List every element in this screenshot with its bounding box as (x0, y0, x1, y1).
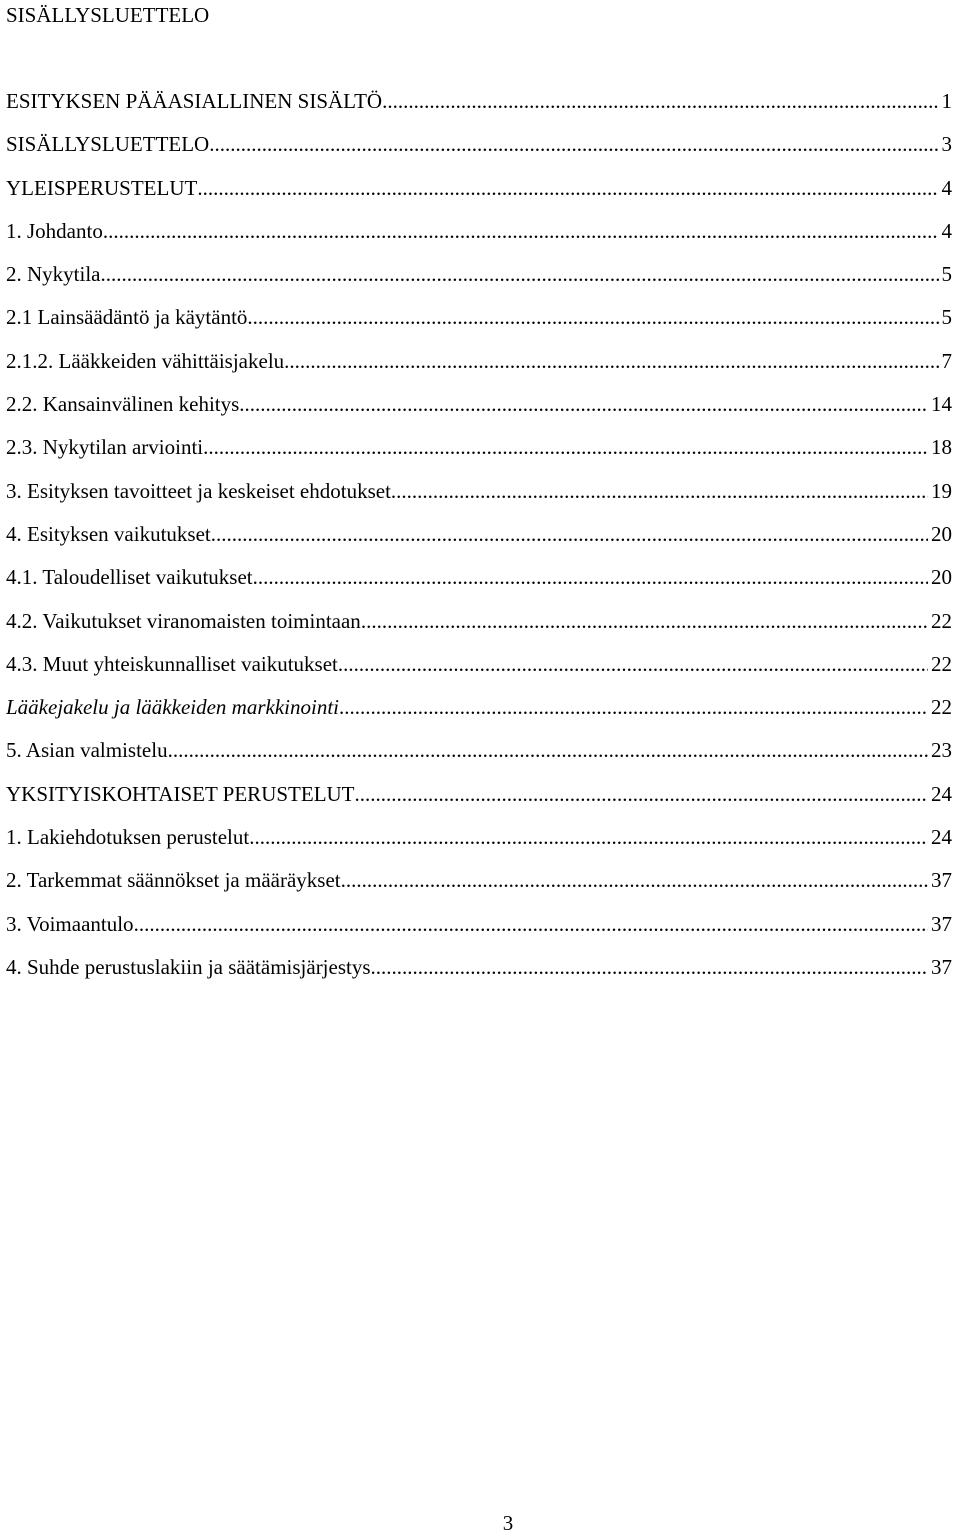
toc-entry[interactable] (6, 302, 952, 345)
toc-entry[interactable] (6, 562, 952, 605)
toc-dot-leader (339, 692, 928, 722)
toc-entry-page-number: 20 (931, 565, 952, 590)
toc-entry-label: 2.1.2. Lääkkeiden vähittäisjakelu (6, 348, 285, 373)
toc-entry-page-number: 22 (931, 608, 952, 633)
toc-entry-page-number: 37 (931, 911, 952, 936)
toc-entry-label: YLEISPERUSTELUT (6, 175, 198, 200)
toc-dot-leader (341, 865, 928, 895)
toc-entry-label: ESITYKSEN PÄÄASIALLINEN SISÄLTÖ (6, 89, 383, 113)
toc-dot-leader (134, 909, 928, 939)
toc-entry-label: 1. Johdanto (6, 218, 103, 243)
toc-entry-page-number: 4 (941, 218, 952, 243)
page-title: SISÄLLYSLUETTELO (6, 3, 210, 27)
toc-entry-page-number: 14 (931, 392, 952, 417)
toc-dot-leader (355, 779, 928, 809)
toc-entry[interactable] (6, 519, 952, 562)
toc-entry-label: 2.3. Nykytilan arviointi (6, 435, 204, 460)
toc-entry-label: 4. Esityksen vaikutukset (6, 521, 211, 546)
toc-entry-label: 2.2. Kansainvälinen kehitys (6, 392, 240, 417)
toc-dot-leader (361, 606, 928, 636)
toc-entry[interactable] (6, 476, 952, 519)
toc-entry-label: YKSITYISKOHTAISET PERUSTELUT (6, 781, 355, 806)
toc-entry-page-number: 23 (931, 738, 952, 763)
toc-entry-label: 1. Lakiehdotuksen perustelut (6, 825, 250, 850)
toc-dot-leader (239, 389, 928, 419)
toc-entry[interactable] (6, 735, 952, 778)
toc-entry[interactable] (6, 822, 952, 865)
toc-entry[interactable] (6, 606, 952, 649)
toc-dot-leader (391, 476, 928, 506)
toc-dot-leader (253, 562, 928, 592)
toc-entry-label: 3. Voimaantulo (6, 911, 134, 936)
toc-entry[interactable] (6, 216, 952, 259)
toc-entry-page-number: 18 (931, 435, 952, 460)
toc-entry-label: 4.1. Taloudelliset vaikutukset (6, 565, 253, 590)
toc-dot-leader (209, 129, 938, 159)
toc-entry[interactable] (6, 952, 952, 995)
toc-entry-label: 4.3. Muut yhteiskunnalliset vaikutukset (6, 651, 338, 676)
toc-entry[interactable] (6, 259, 952, 302)
toc-entry-page-number: 1 (941, 89, 952, 113)
toc-entry[interactable] (6, 432, 952, 475)
toc-dot-leader (211, 519, 928, 549)
toc-entry[interactable] (6, 649, 952, 692)
toc-entry[interactable] (6, 346, 952, 389)
toc-dot-leader (101, 259, 939, 289)
toc-entry[interactable] (6, 129, 952, 172)
toc-entry-page-number: 5 (941, 305, 952, 330)
toc-entry-label: Lääkejakelu ja lääkkeiden markkinointi (6, 695, 339, 720)
toc-entry-label: 2.1 Lainsäädäntö ja käytäntö (6, 305, 248, 330)
toc-dot-leader (247, 302, 938, 332)
page-number: 3 (502, 1511, 514, 1535)
toc-dot-leader (249, 822, 928, 852)
toc-entry[interactable] (6, 779, 952, 822)
toc-entry[interactable] (6, 173, 952, 216)
toc-dot-leader (168, 735, 928, 765)
toc-entry-page-number: 37 (931, 868, 952, 893)
toc-entry[interactable] (6, 692, 952, 735)
toc-entry-page-number: 4 (941, 175, 952, 200)
toc-dot-leader (103, 216, 939, 246)
toc-dot-leader (371, 952, 928, 982)
toc-entry-page-number: 5 (941, 262, 952, 287)
toc-entry-page-number: 24 (931, 781, 952, 806)
toc-entry-label: 5. Asian valmistelu (6, 738, 168, 763)
toc-dot-leader (197, 173, 938, 203)
toc-entry-label: 2. Tarkemmat säännökset ja määräykset (6, 868, 341, 893)
toc-dot-leader (203, 432, 928, 462)
table-of-contents (6, 86, 952, 995)
toc-dot-leader (284, 346, 938, 376)
toc-entry-label: SISÄLLYSLUETTELO (6, 132, 210, 157)
toc-entry-page-number: 3 (941, 132, 952, 157)
toc-entry-page-number: 24 (931, 825, 952, 850)
toc-entry-label: 4.2. Vaikutukset viranomaisten toimintaan (6, 608, 361, 633)
toc-entry-label: 2. Nykytila (6, 262, 101, 287)
toc-entry-label: 4. Suhde perustuslakiin ja säätämisjärjestys (6, 954, 371, 979)
toc-entry-page-number: 37 (931, 954, 952, 979)
toc-entry-page-number: 22 (931, 651, 952, 676)
toc-dot-leader (338, 649, 928, 679)
toc-entry[interactable] (6, 389, 952, 432)
toc-entry-page-number: 19 (931, 478, 952, 503)
toc-entry[interactable] (6, 909, 952, 952)
toc-entry[interactable] (6, 865, 952, 908)
toc-entry-label: 3. Esityksen tavoitteet ja keskeiset ehdotukset (6, 478, 391, 503)
toc-entry-page-number: 7 (941, 348, 952, 373)
toc-entry-page-number: 22 (931, 695, 952, 720)
toc-entry-page-number: 20 (931, 521, 952, 546)
toc-entry[interactable] (6, 86, 952, 129)
toc-dot-leader (382, 86, 938, 116)
